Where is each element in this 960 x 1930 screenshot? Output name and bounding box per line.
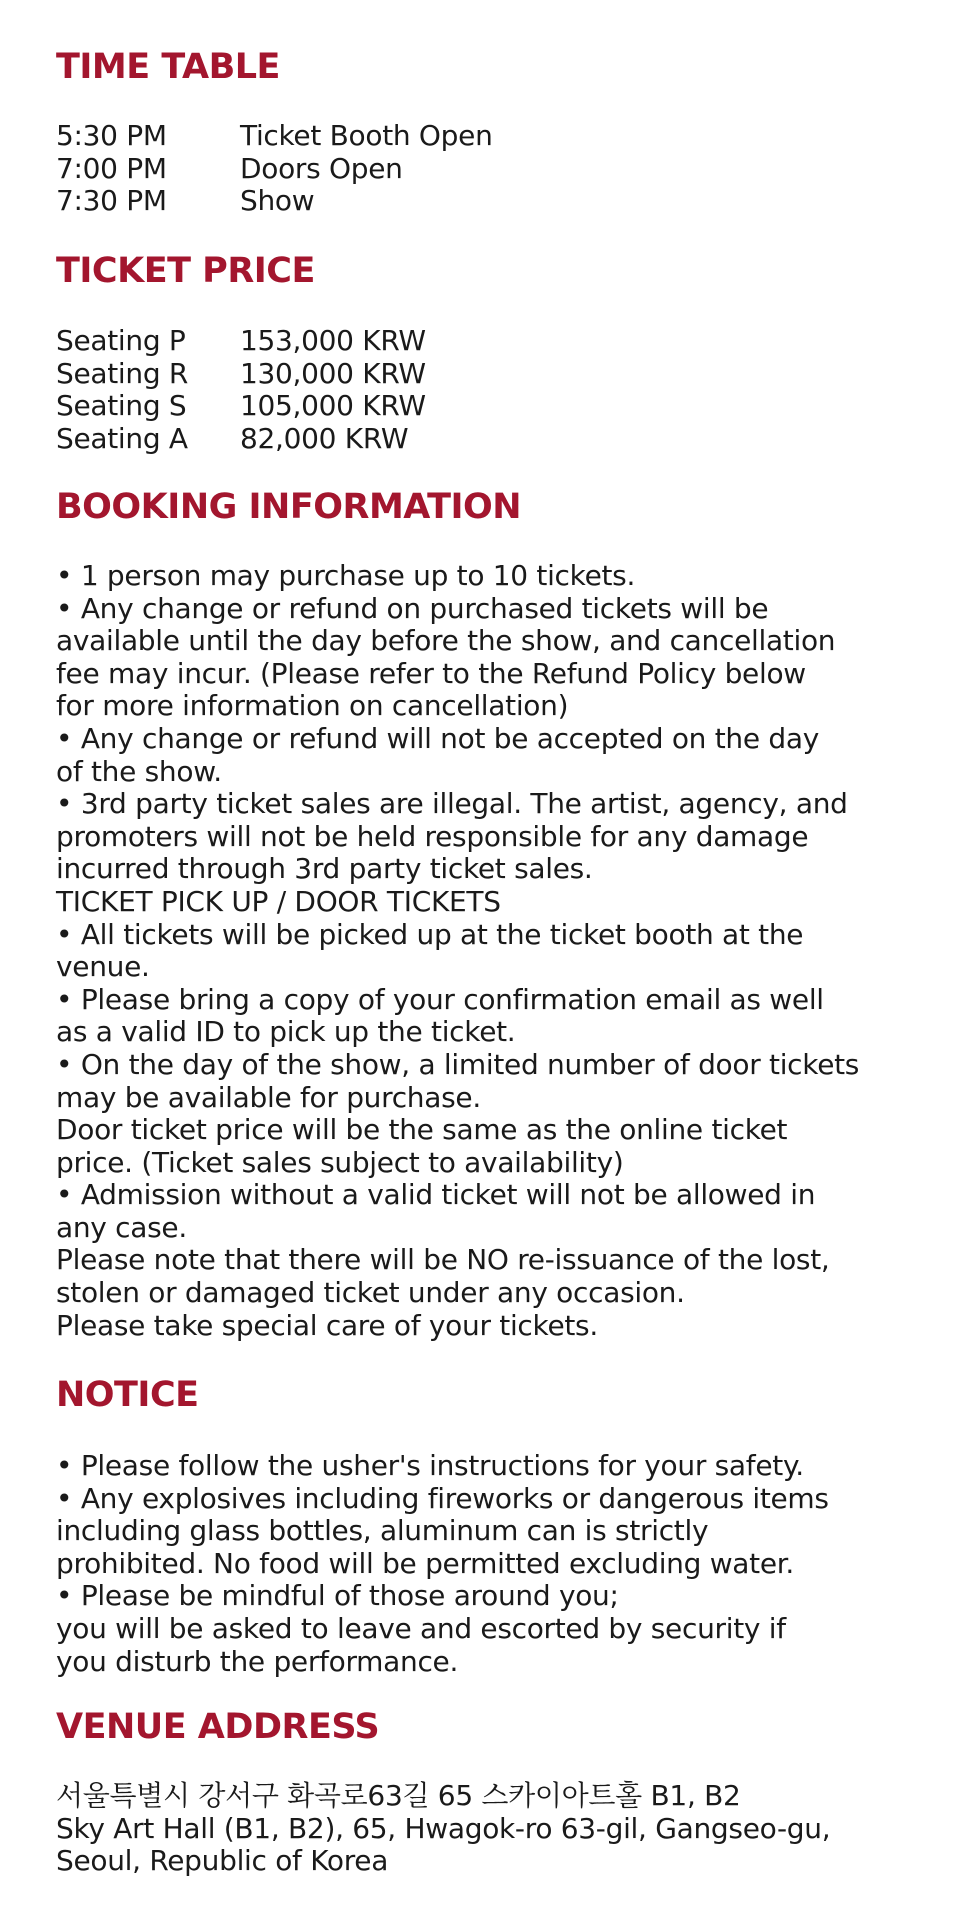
ticket-price-table [56, 325, 426, 455]
notice-line: • Please follow the usher's instructions for your safety. [56, 1449, 804, 1482]
price-row [56, 390, 426, 423]
price-value: 130,000 KRW [240, 356, 426, 390]
price-row [56, 358, 426, 391]
ticket-price-title: TICKET PRICE [56, 251, 315, 291]
booking-line: • All tickets will be picked up at the ticket booth at the [56, 917, 804, 951]
time-label: 7:30 PM [56, 184, 167, 218]
notice-line: prohibited. No food will be permitted excluding water. [56, 1546, 795, 1580]
booking-line: for more information on cancellation) [56, 689, 569, 723]
event-label: Ticket Booth Open [240, 119, 493, 152]
booking-title: BOOKING INFORMATION [56, 487, 522, 527]
seat-label: Seating P [56, 324, 186, 357]
booking-line: • Admission without a valid ticket will not be allowed in [56, 1178, 816, 1212]
booking-line: as a valid ID to pick up the ticket. [56, 1015, 516, 1049]
booking-line: Please take special care of your tickets. [56, 1308, 598, 1342]
booking-line: • 3rd party ticket sales are illegal. The artist, agency, and [56, 787, 848, 821]
time-table-row [56, 185, 493, 218]
booking-line: • On the day of the show, a limited number of door tickets [56, 1047, 860, 1081]
time-table-title: TIME TABLE [56, 47, 280, 87]
venue-address-line: Seoul, Republic of Korea [56, 1844, 389, 1878]
booking-line: may be available for purchase. [56, 1080, 481, 1114]
venue-title: VENUE ADDRESS [56, 1707, 380, 1747]
booking-line: • 1 person may purchase up to 10 tickets. [56, 559, 636, 592]
venue-address-line: Sky Art Hall (B1, B2), 65, Hwagok-ro 63-gil, Gangseo-gu, [56, 1811, 831, 1845]
booking-line: venue. [56, 950, 150, 984]
event-label: Doors Open [240, 151, 403, 185]
seat-label: Seating A [56, 421, 188, 455]
notice-text [56, 1450, 829, 1678]
booking-subheading: TICKET PICK UP / DOOR TICKETS [56, 884, 501, 918]
booking-line: • Please bring a copy of your confirmation email as well [56, 982, 824, 1016]
venue-address-text [56, 1780, 830, 1878]
booking-line: incurred through 3rd party ticket sales. [56, 852, 593, 886]
event-label: Show [240, 184, 315, 218]
booking-line: stolen or damaged ticket under any occasion. [56, 1276, 685, 1310]
price-value: 153,000 KRW [240, 324, 426, 357]
booking-line: of the show. [56, 754, 222, 788]
price-row [56, 325, 426, 358]
booking-line: • Any change or refund on purchased tickets will be [56, 591, 769, 625]
booking-line: available until the day before the show, and cancellation [56, 624, 836, 658]
booking-line: Please note that there will be NO re-issuance of the lost, [56, 1243, 830, 1277]
booking-line: promoters will not be held responsible for any damage [56, 819, 809, 853]
seat-label: Seating R [56, 356, 189, 390]
notice-line: you will be asked to leave and escorted by security if [56, 1611, 786, 1645]
time-table-row [56, 120, 493, 153]
price-row [56, 423, 426, 456]
price-value: 82,000 KRW [240, 421, 409, 455]
booking-line: • Any change or refund will not be accepted on the day [56, 721, 819, 755]
notice-line: • Please be mindful of those around you; [56, 1579, 619, 1613]
booking-line: fee may incur. (Please refer to the Refund Policy below [56, 656, 806, 690]
time-table [56, 120, 493, 218]
time-label: 5:30 PM [56, 119, 167, 152]
notice-line: • Any explosives including fireworks or dangerous items [56, 1481, 829, 1515]
time-label: 7:00 PM [56, 151, 167, 185]
notice-line: you disturb the performance. [56, 1644, 459, 1678]
seat-label: Seating S [56, 389, 187, 423]
booking-line: any case. [56, 1210, 187, 1244]
booking-line: price. (Ticket sales subject to availability) [56, 1145, 624, 1179]
price-value: 105,000 KRW [240, 389, 426, 423]
venue-address-korean: 서울특별시 강서구 화곡로63길 65 스카이아트홀 B1, B2 [56, 1779, 741, 1812]
notice-line: including glass bottles, aluminum can is strictly [56, 1514, 709, 1548]
time-table-row [56, 153, 493, 186]
booking-info-text [56, 560, 859, 1342]
booking-line: Door ticket price will be the same as the online ticket [56, 1113, 788, 1147]
notice-title: NOTICE [56, 1375, 199, 1415]
